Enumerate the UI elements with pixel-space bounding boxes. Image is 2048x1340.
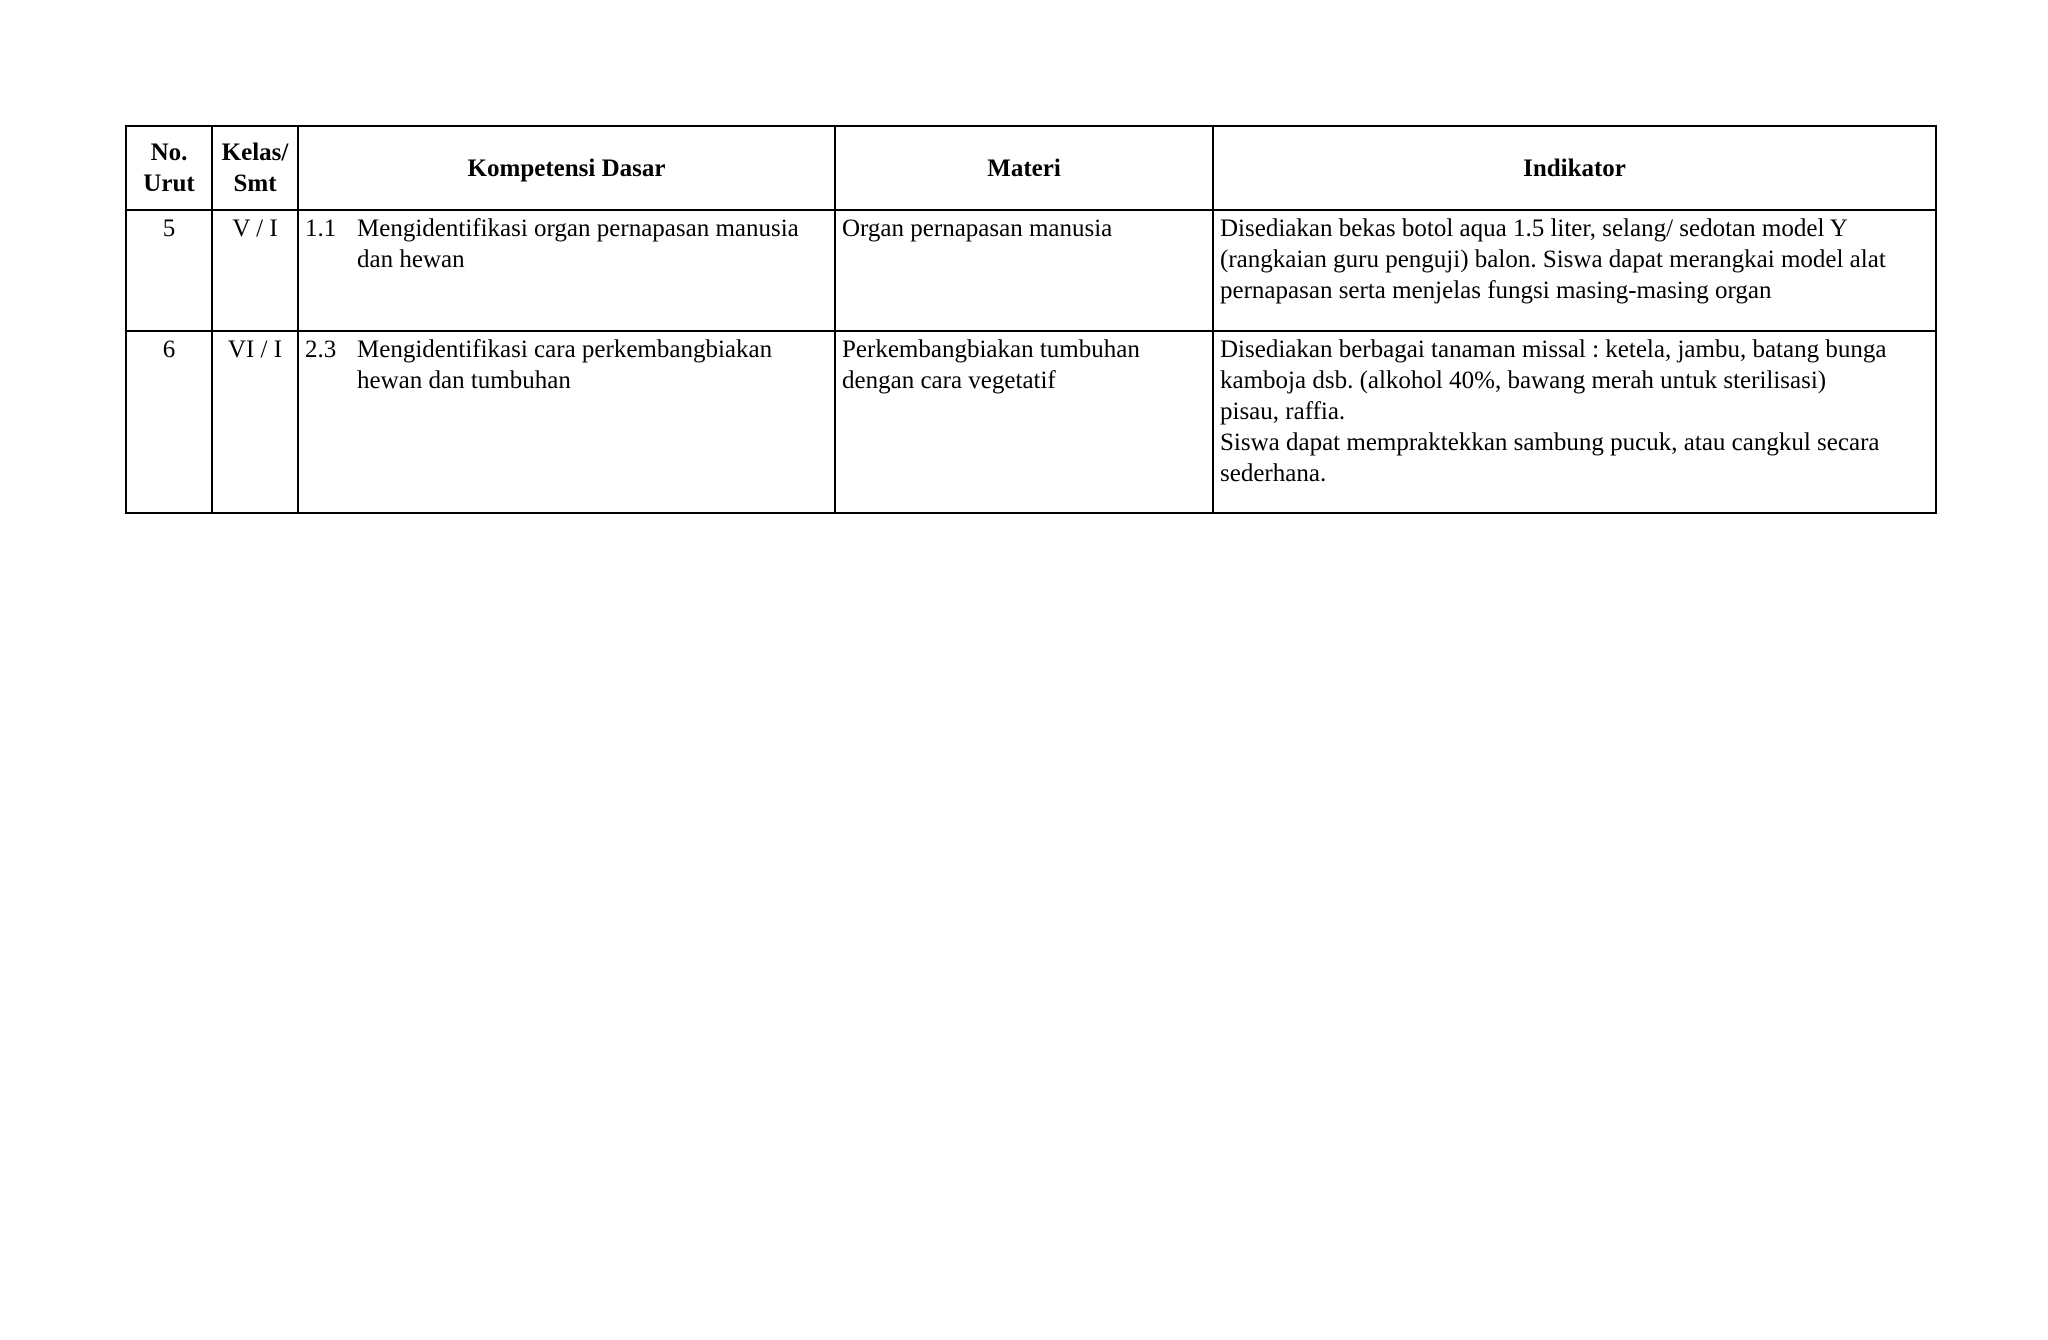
kd-entry <box>305 213 828 275</box>
cell-kelas: VI / I <box>212 331 298 513</box>
cell-indikator <box>1213 331 1936 513</box>
indikator-line: Disediakan bekas botol aqua 1.5 liter, selang/ sedotan model Y <box>1220 215 1848 242</box>
indikator-line: Disediakan berbagai tanaman missal : ketela, jambu, batang bunga <box>1220 336 1887 363</box>
indikator-line: pernapasan serta menjelas fungsi masing-masing organ <box>1220 277 1772 304</box>
kd-text <box>357 334 828 396</box>
cell-materi <box>835 210 1213 331</box>
table-row <box>126 331 1936 513</box>
kd-number: 2.3 <box>305 336 337 363</box>
header-materi: Materi <box>835 126 1213 210</box>
table-row <box>126 210 1936 331</box>
cell-kompetensi <box>298 210 835 331</box>
header-kelas-line-1: Kelas/ <box>221 139 289 166</box>
header-no-line-2: Urut <box>143 170 195 197</box>
indikator-line: kamboja dsb. (alkohol 40%, bawang merah untuk sterilisasi) <box>1220 367 1827 394</box>
indikator-line: sederhana. <box>1220 460 1327 487</box>
cell-kelas: V / I <box>212 210 298 331</box>
header-no-line-1: No. <box>150 139 188 166</box>
kd-text <box>357 213 828 275</box>
cell-no: 6 <box>126 331 212 513</box>
kd-number: 1.1 <box>305 215 337 242</box>
header-kelas-smt <box>212 126 298 210</box>
header-no-urut <box>126 126 212 210</box>
cell-indikator <box>1213 210 1936 331</box>
indikator-line: pisau, raffia. <box>1220 398 1346 425</box>
competency-table <box>125 125 1937 514</box>
materi-line: Organ pernapasan manusia <box>842 215 1113 242</box>
kd-text-line: Mengidentifikasi organ pernapasan manusia <box>357 215 799 242</box>
cell-no: 5 <box>126 210 212 331</box>
cell-materi <box>835 331 1213 513</box>
header-kelas-line-2: Smt <box>233 170 277 197</box>
cell-kompetensi <box>298 331 835 513</box>
kd-text-line: dan hewan <box>357 246 465 273</box>
kd-text-line: Mengidentifikasi cara perkembangbiakan <box>357 336 773 363</box>
header-indikator: Indikator <box>1213 126 1936 210</box>
kd-text-line: hewan dan tumbuhan <box>357 367 571 394</box>
table-header-row <box>126 126 1936 210</box>
indikator-line: Siswa dapat mempraktekkan sambung pucuk, atau cangkul secara <box>1220 429 1880 456</box>
indikator-line: (rangkaian guru penguji) balon. Siswa dapat merangkai model alat <box>1220 246 1886 273</box>
materi-line: dengan cara vegetatif <box>842 367 1056 394</box>
header-kompetensi-dasar: Kompetensi Dasar <box>298 126 835 210</box>
kd-entry <box>305 334 828 396</box>
materi-line: Perkembangbiakan tumbuhan <box>842 336 1140 363</box>
